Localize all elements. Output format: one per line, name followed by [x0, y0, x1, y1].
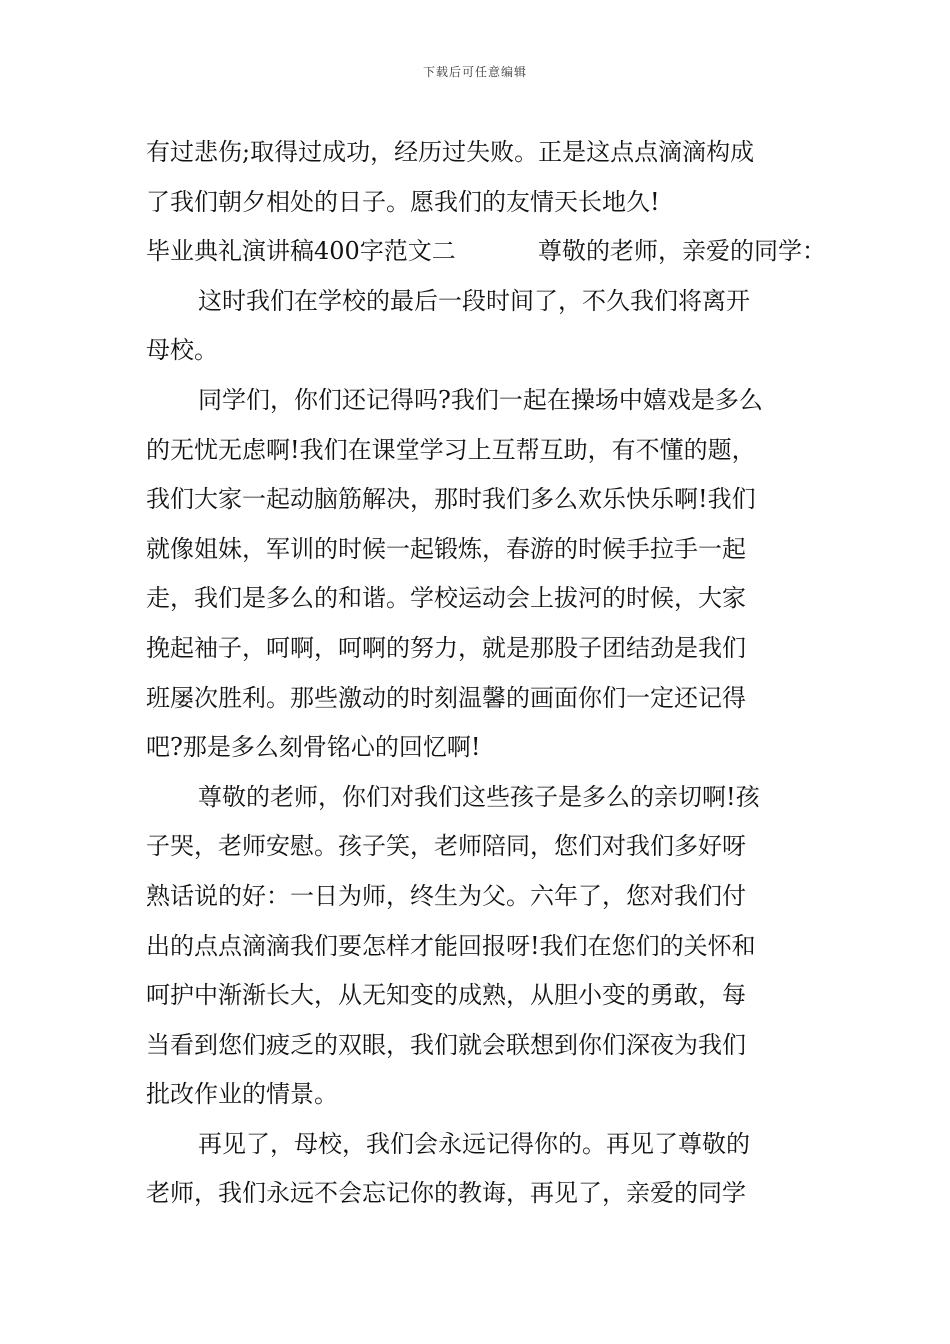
- text-line: 母校。: [146, 336, 218, 365]
- text-line: 熟话说的好：一日为师，终生为父。六年了，您对我们付: [146, 881, 746, 910]
- text-line: 再见了，母校，我们会永远记得你的。再见了尊敬的: [198, 1129, 750, 1158]
- text-line: 吧?那是多么刻骨铭心的回忆啊!: [146, 733, 481, 762]
- text-line: 同学们，你们还记得吗?我们一起在操场中嬉戏是多么: [198, 385, 763, 414]
- text-line: 了我们朝夕相处的日子。愿我们的友情天长地久!: [146, 187, 660, 216]
- text-line: 的无忧无虑啊!我们在课堂学习上互帮互助，有不懂的题，: [146, 435, 756, 464]
- text-line: 尊敬的老师，你们对我们这些孩子是多么的亲切啊!孩: [198, 782, 760, 811]
- page-header: 下载后可任意编辑: [422, 65, 527, 79]
- text-line: 挽起袖子，呵啊，呵啊的努力，就是那股子团结劲是我们: [146, 633, 746, 662]
- text-line: 就像姐妹，军训的时候一起锻炼，春游的时候手拉手一起: [146, 534, 746, 563]
- section-title: 毕业典礼演讲稿400字范文二: [146, 237, 456, 266]
- paragraph-4: [146, 1120, 826, 1219]
- text-line: 走，我们是多么的和谐。学校运动会上拔河的时候，大家: [146, 584, 746, 613]
- text-line: 呵护中渐渐长大，从无知变的成熟，从胆小变的勇敢，每: [146, 981, 746, 1010]
- text-line: 子哭，老师安慰。孩子笑，老师陪同，您们对我们多好呀: [146, 832, 746, 861]
- document-body: [146, 128, 826, 1219]
- text-line: 我们大家一起动脑筋解决，那时我们多么欢乐快乐啊!我们: [146, 485, 756, 514]
- text-line: 老师，我们永远不会忘记你的教诲，再见了，亲爱的同学: [146, 1179, 746, 1208]
- text-line: 班屡次胜利。那些激动的时刻温馨的画面你们一定还记得: [146, 683, 746, 712]
- text-line: 批改作业的情景。: [146, 1080, 338, 1109]
- salutation: 尊敬的老师，亲爱的同学：: [538, 237, 826, 266]
- text-line: 出的点点滴滴我们要怎样才能回报呀!我们在您们的关怀和: [146, 931, 756, 960]
- paragraph-2: [146, 376, 826, 773]
- paragraph-1: [146, 277, 826, 376]
- text-line: 有过悲伤;取得过成功，经历过失败。正是这点点滴滴构成: [146, 138, 755, 166]
- section-heading: [146, 227, 826, 277]
- text-line: 当看到您们疲乏的双眼，我们就会联想到你们深夜为我们: [146, 1030, 746, 1059]
- paragraph-3: [146, 773, 826, 1120]
- text-line: 这时我们在学校的最后一段时间了，不久我们将离开: [198, 286, 750, 315]
